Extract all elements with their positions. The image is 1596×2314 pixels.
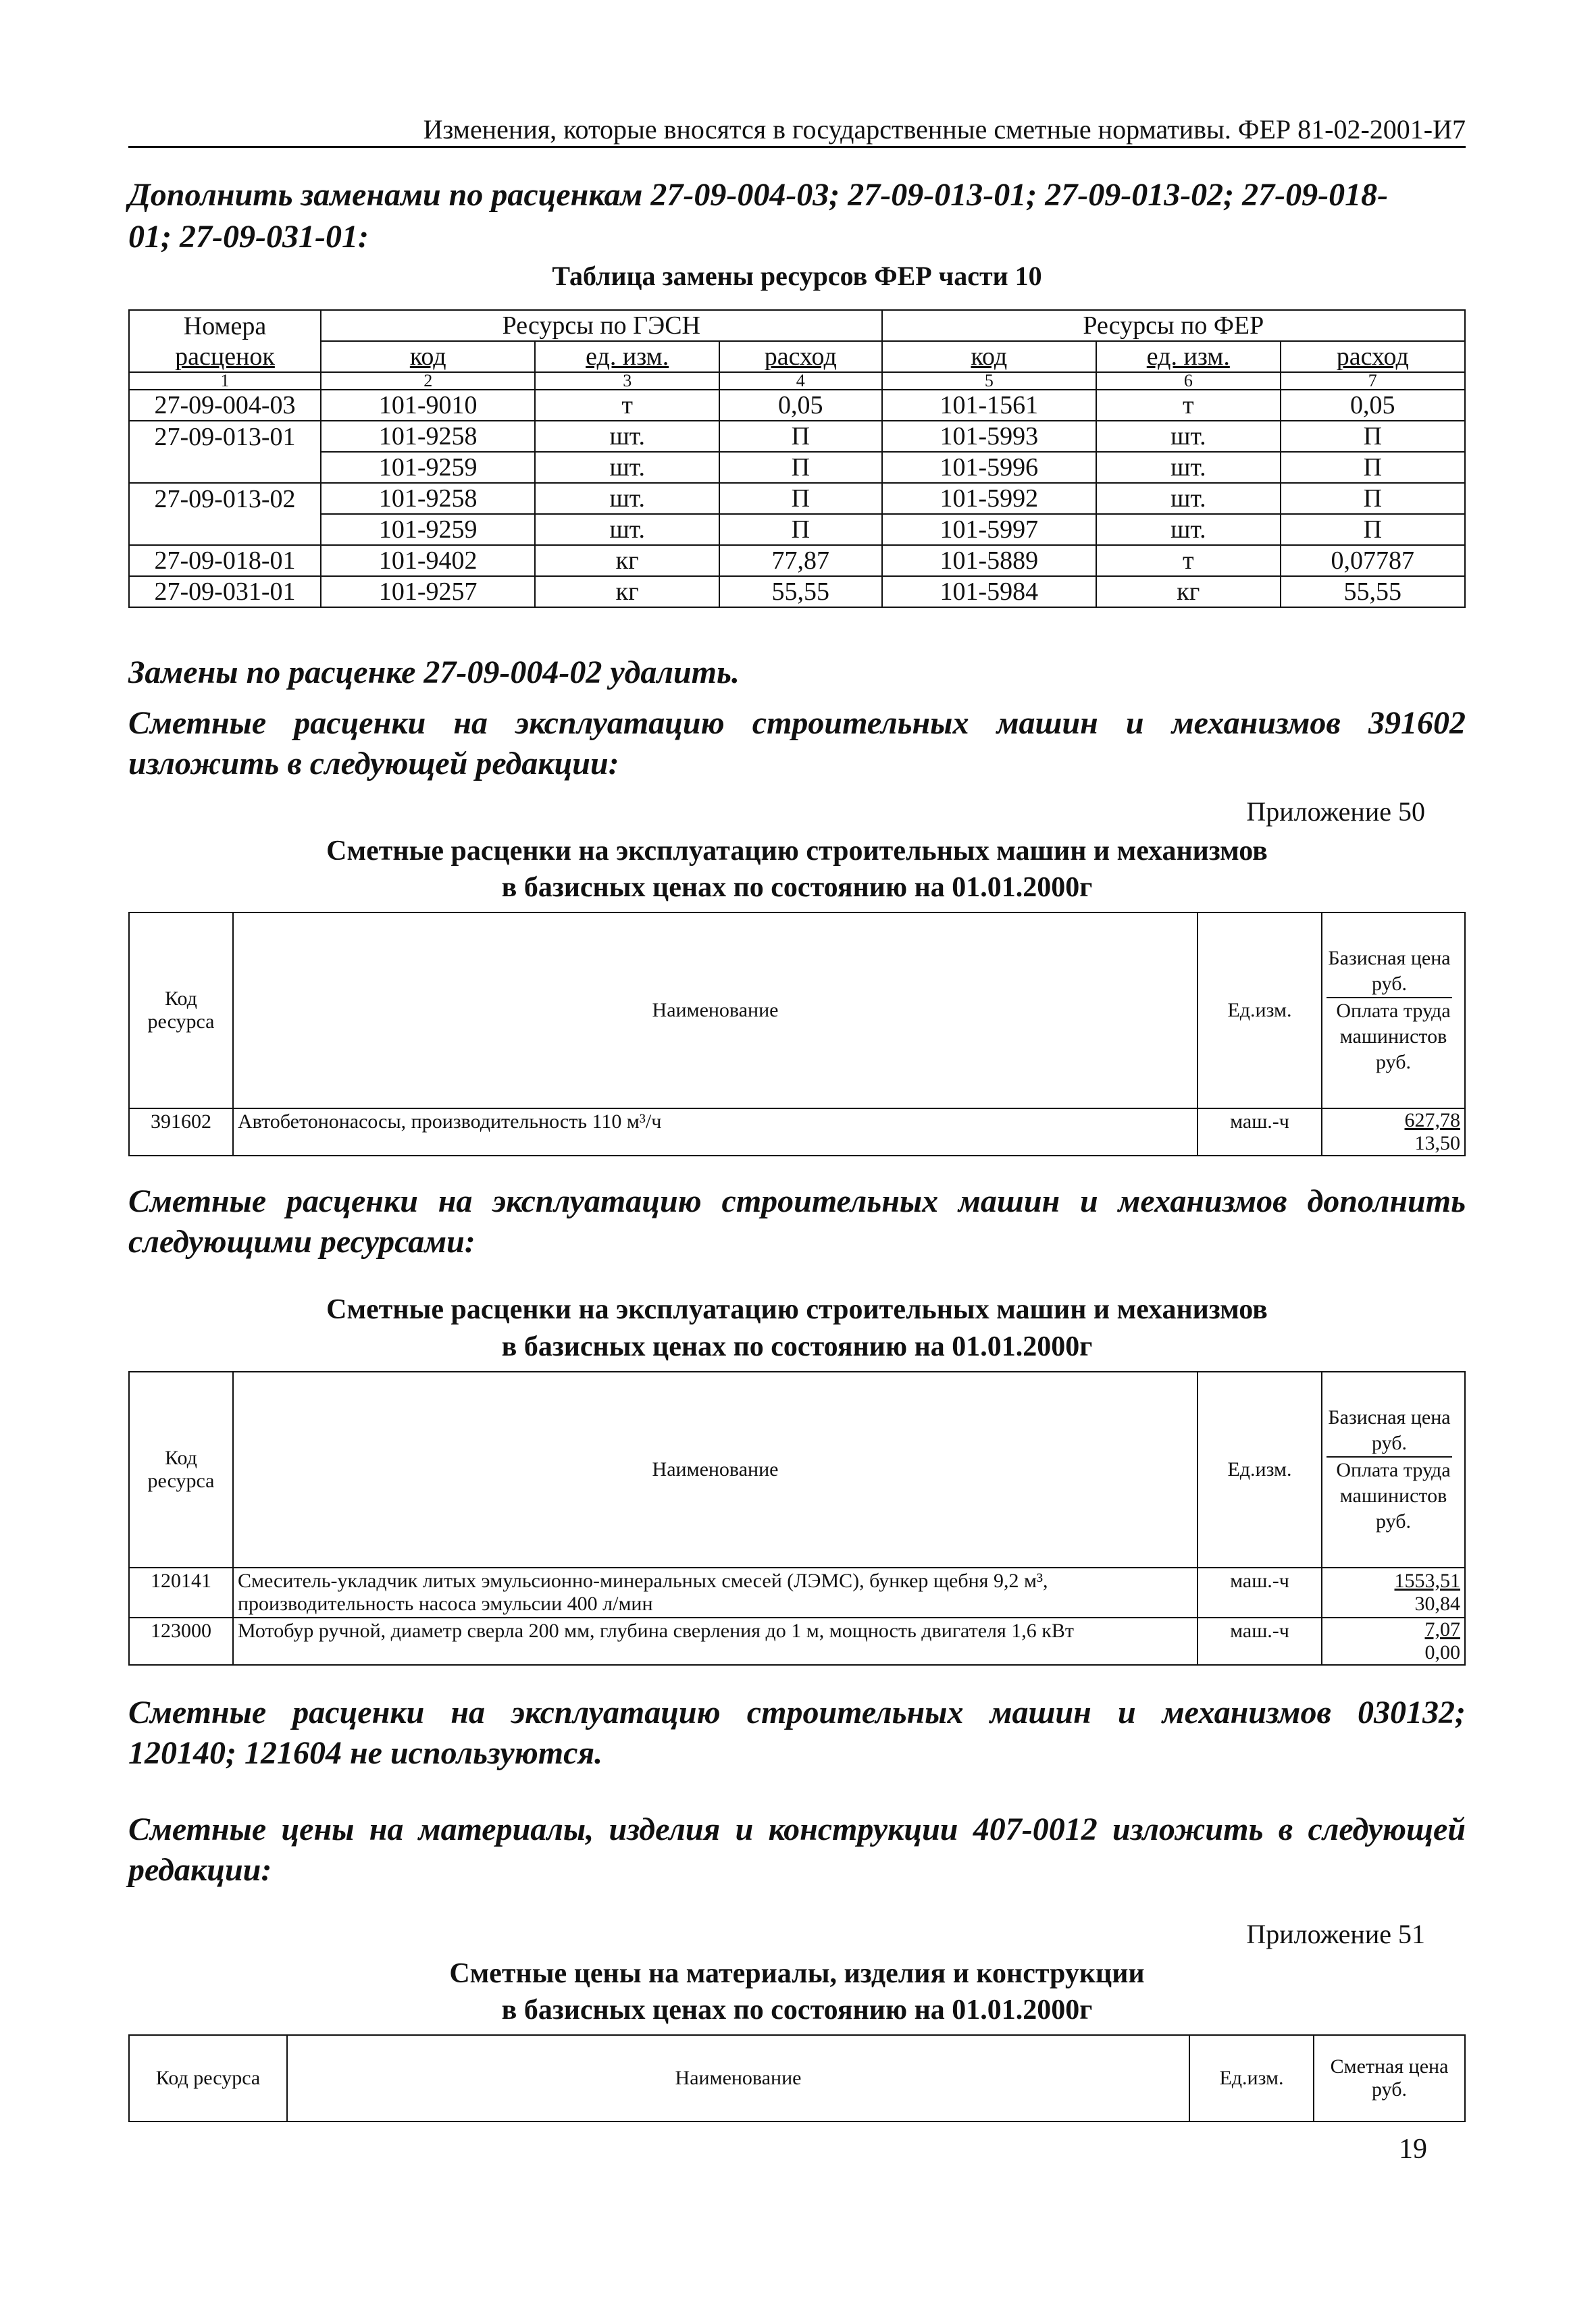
table-row (129, 390, 1465, 421)
cell: 101-9258 (321, 421, 535, 452)
th-unit: Ед.изм. (1198, 1372, 1322, 1568)
table-row (129, 1108, 1465, 1156)
price-value: 1553,51 (1394, 1570, 1460, 1592)
th-code: Код ресурса (129, 912, 233, 1108)
cell: 0,05 (719, 390, 882, 421)
cell: 77,87 (719, 545, 882, 576)
section1-intro (128, 174, 1466, 258)
cell-name: Мотобур ручной, диаметр сверла 200 мм, глубина сверления до 1 м, мощность двигателя 1,6 кВт (233, 1618, 1198, 1665)
cell: 0,05 (1281, 390, 1465, 421)
cell: шт. (1096, 421, 1281, 452)
table-row (129, 545, 1465, 576)
cell: 101-9259 (321, 514, 535, 545)
section3-title-line1: Сметные расценки на эксплуатацию строительных машин и механизмов (326, 1294, 1268, 1325)
price-value: 627,78 (1404, 1109, 1460, 1131)
cell: 55,55 (719, 576, 882, 607)
cell: П (719, 483, 882, 514)
cell-code: 120141 (129, 1568, 233, 1618)
cell: П (1281, 421, 1465, 452)
page-number: 19 (1399, 2134, 1427, 2165)
cell: 101-5993 (882, 421, 1096, 452)
th-price-wage: Оплата труда машинистов руб. (1336, 1459, 1451, 1533)
section3-title-line2: в базисных ценах по состоянию на 01.01.2000г (501, 1331, 1093, 1362)
table-row (129, 421, 1465, 452)
machines-table-391602 (128, 912, 1466, 1156)
th-rates: Номера (129, 310, 321, 341)
th-fer-consumption: расход (1336, 342, 1409, 371)
cell: П (719, 452, 882, 483)
th-name: Наименование (287, 2035, 1189, 2122)
cell-code: 123000 (129, 1618, 233, 1665)
col-index: 4 (719, 372, 882, 390)
cell-name (233, 1568, 1198, 1618)
table-row (129, 452, 1465, 483)
cell: т (535, 390, 719, 421)
cell (129, 514, 321, 545)
section2-title-line1: Сметные расценки на эксплуатацию строительных машин и механизмов (326, 835, 1268, 867)
th-rates2: расценок (175, 342, 275, 371)
cell: 101-5992 (882, 483, 1096, 514)
section4-note-line2: 120140; 121604 не используются. (128, 1735, 603, 1771)
col-index: 3 (535, 372, 719, 390)
cell: 27-09-031-01 (129, 576, 321, 607)
col-index: 5 (882, 372, 1096, 390)
th-fer: Ресурсы по ФЕР (882, 310, 1465, 341)
appendix-50: Приложение 50 (1246, 796, 1425, 827)
section4-note-line1: Сметные расценки на эксплуатацию строительных машин и механизмов 030132; (128, 1695, 1466, 1730)
wage-value: 13,50 (1414, 1132, 1460, 1154)
cell-code: 391602 (129, 1108, 233, 1156)
cell-name-line1: Смеситель-укладчик литых эмульсионно-минеральных смесей (ЛЭМС), бункер щебня 9,2 м³, (238, 1570, 1048, 1592)
cell-name: Автобетононасосы, производительность 110 м³/ч (233, 1108, 1198, 1156)
cell: 27-09-013-01 (129, 421, 321, 452)
th-price (1322, 912, 1465, 1108)
cell: шт. (535, 483, 719, 514)
th-unit: Ед.изм. (1189, 2035, 1314, 2122)
cell: шт. (535, 421, 719, 452)
cell-name-line2: производительность насоса эмульсии 400 л/мин (238, 1593, 653, 1615)
th-name: Наименование (233, 912, 1198, 1108)
section1-intro-line2: 01; 27-09-031-01: (128, 219, 369, 255)
th-code: Код ресурса (129, 1372, 233, 1568)
cell: 27-09-013-02 (129, 483, 321, 514)
th-price-wage: Оплата труда машинистов руб. (1336, 1000, 1451, 1073)
th-gesn-code: код (409, 342, 446, 371)
cell: кг (535, 545, 719, 576)
th-unit: Ед.изм. (1198, 912, 1322, 1108)
cell: П (1281, 483, 1465, 514)
cell: кг (1096, 576, 1281, 607)
th-fer-unit: ед. изм. (1146, 342, 1230, 371)
col-index: 1 (129, 372, 321, 390)
table-row (129, 483, 1465, 514)
th-fer-code: код (971, 342, 1008, 371)
cell (129, 452, 321, 483)
th-gesn-consumption: расход (764, 342, 837, 371)
cell: шт. (1096, 514, 1281, 545)
section5-title-line2: в базисных ценах по состоянию на 01.01.2000г (501, 1995, 1093, 2026)
table-row (129, 1568, 1465, 1618)
cell: 55,55 (1281, 576, 1465, 607)
th-price (1322, 1372, 1465, 1568)
cell-unit: маш.-ч (1198, 1618, 1322, 1665)
cell: П (719, 514, 882, 545)
section5-intro-line2: редакции: (128, 1852, 272, 1888)
header-rule (128, 146, 1466, 148)
section2-intro-line2: изложить в следующей редакции: (128, 746, 619, 781)
col-index: 7 (1281, 372, 1465, 390)
cell: кг (535, 576, 719, 607)
price-value: 7,07 (1424, 1618, 1460, 1641)
cell: 101-5996 (882, 452, 1096, 483)
th-price-base: Базисная цена руб. (1327, 1405, 1452, 1458)
cell: шт. (1096, 452, 1281, 483)
running-header: Изменения, которые вносятся в государственные сметные нормативы. ФЕР 81-02-2001-И7 (423, 114, 1466, 145)
cell: 101-9258 (321, 483, 535, 514)
cell-unit: маш.-ч (1198, 1108, 1322, 1156)
cell: 101-1561 (882, 390, 1096, 421)
cell: т (1096, 545, 1281, 576)
section2-intro-line1: Сметные расценки на эксплуатацию строительных машин и механизмов 391602 (128, 705, 1466, 741)
cell: 101-9257 (321, 576, 535, 607)
materials-table (128, 2034, 1466, 2122)
col-index: 2 (321, 372, 535, 390)
cell: т (1096, 390, 1281, 421)
cell: 101-9259 (321, 452, 535, 483)
section3-intro-line2: следующими ресурсами: (128, 1224, 475, 1260)
table-row (129, 514, 1465, 545)
section3-intro-line1: Сметные расценки на эксплуатацию строительных машин и механизмов дополнить (128, 1183, 1466, 1219)
col-index: 6 (1096, 372, 1281, 390)
table-row (129, 1618, 1465, 1665)
table-row (129, 576, 1465, 607)
th-price-base: Базисная цена руб. (1327, 946, 1452, 998)
cell-unit: маш.-ч (1198, 1568, 1322, 1618)
cell: 101-5889 (882, 545, 1096, 576)
section5-intro-line1: Сметные цены на материалы, изделия и конструкции 407-0012 изложить в следующей (128, 1811, 1466, 1847)
cell: П (1281, 514, 1465, 545)
replacement-table (128, 309, 1466, 608)
cell: шт. (535, 514, 719, 545)
section1-intro-line1: Дополнить заменами по расценкам 27-09-004-03; 27-09-013-01; 27-09-013-02; 27-09-018- (128, 177, 1389, 213)
th-code: Код ресурса (129, 2035, 287, 2122)
cell: 27-09-004-03 (129, 390, 321, 421)
cell: 101-9010 (321, 390, 535, 421)
wage-value: 0,00 (1424, 1641, 1460, 1664)
cell: 0,07787 (1281, 545, 1465, 576)
cell-price (1322, 1108, 1465, 1156)
cell: 27-09-018-01 (129, 545, 321, 576)
th-price: Сметная цена руб. (1314, 2035, 1465, 2122)
section5-title-line1: Сметные цены на материалы, изделия и конструкции (449, 1958, 1145, 1989)
cell: шт. (535, 452, 719, 483)
cell-price (1322, 1618, 1465, 1665)
th-gesn: Ресурсы по ГЭСН (321, 310, 882, 341)
cell: 101-5984 (882, 576, 1096, 607)
delete-note: Замены по расценке 27-09-004-02 удалить. (128, 654, 740, 690)
cell: 101-5997 (882, 514, 1096, 545)
appendix-51: Приложение 51 (1246, 1919, 1425, 1949)
th-name: Наименование (233, 1372, 1198, 1568)
section1-table-title: Таблица замены ресурсов ФЕР части 10 (552, 261, 1042, 291)
cell: П (719, 421, 882, 452)
cell: шт. (1096, 483, 1281, 514)
cell: П (1281, 452, 1465, 483)
section2-title-line2: в базисных ценах по состоянию на 01.01.2000г (501, 872, 1093, 903)
th-gesn-unit: ед. изм. (586, 342, 669, 371)
machines-table-additions (128, 1371, 1466, 1666)
cell-price (1322, 1568, 1465, 1618)
cell: 101-9402 (321, 545, 535, 576)
wage-value: 30,84 (1414, 1593, 1460, 1615)
